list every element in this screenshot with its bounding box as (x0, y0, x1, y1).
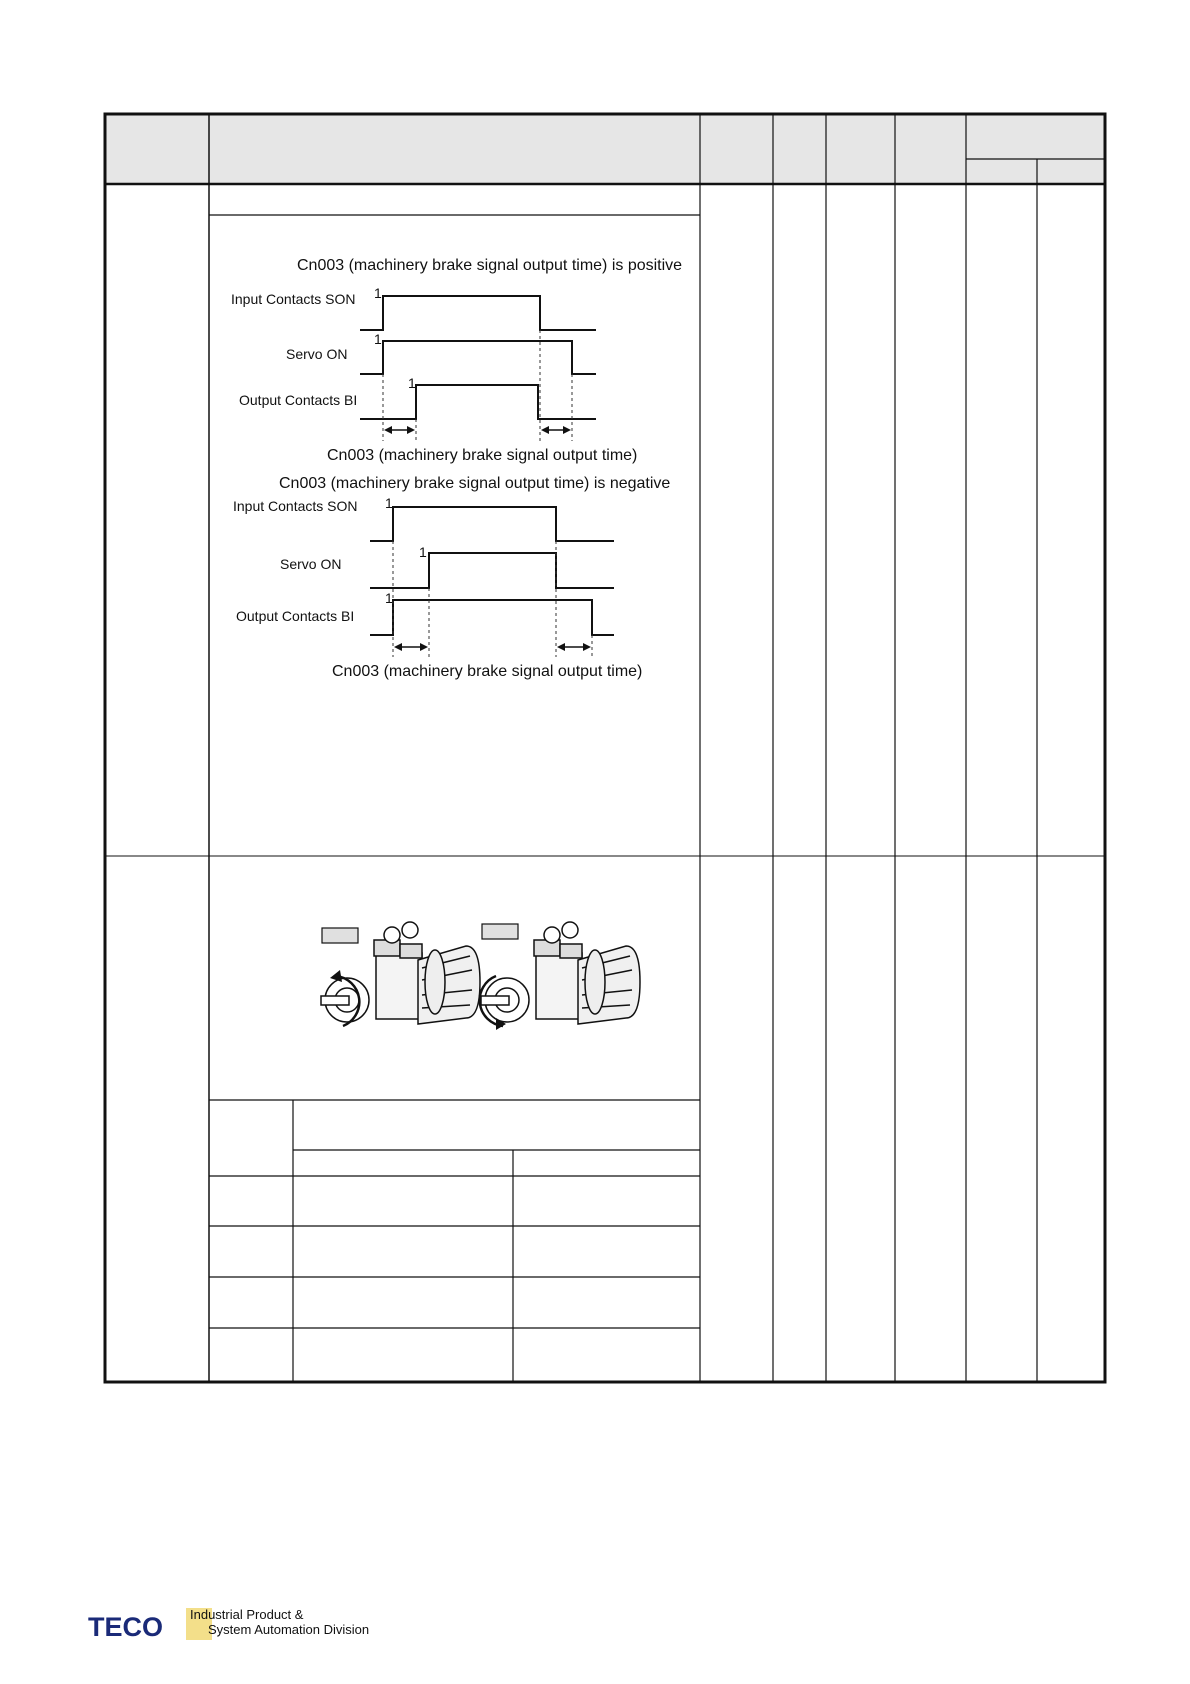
motor-cw-shaft (481, 996, 509, 1005)
motor-ccw-plug-2 (402, 922, 418, 938)
motor-ccw-connector-2 (400, 944, 422, 958)
motor-ccw-label-box (322, 928, 358, 943)
motor-cw-flange (536, 953, 582, 1019)
motor-cw-connector-2 (560, 944, 582, 958)
negative-servo-label: Servo ON (280, 556, 342, 572)
motor-ccw-flange (376, 953, 422, 1019)
positive-title: Cn003 (machinery brake signal output time) is positive (297, 257, 683, 274)
negative-son-level: 1 (385, 495, 393, 511)
division-line-1: Industrial Product & (190, 1607, 304, 1622)
motor-illustration-cw (480, 922, 640, 1030)
negative-son-waveform (370, 507, 614, 541)
positive-bi-level: 1 (408, 375, 416, 391)
motor-illustration-ccw (321, 922, 480, 1026)
division-line-2: System Automation Division (208, 1622, 370, 1637)
positive-son-level: 1 (374, 285, 382, 301)
motor-cw-plug-2 (562, 922, 578, 938)
positive-son-label: Input Contacts SON (231, 291, 356, 307)
negative-bi-label: Output Contacts BI (236, 608, 355, 624)
positive-servo-label: Servo ON (286, 346, 348, 362)
positive-servo-level: 1 (374, 331, 382, 347)
negative-servo-level: 1 (419, 544, 427, 560)
motor-cw-plug-1 (544, 927, 560, 943)
negative-bi-level: 1 (385, 590, 393, 606)
negative-bi-waveform (370, 600, 614, 635)
motor-ccw-plug-1 (384, 927, 400, 943)
positive-servo-waveform (360, 341, 596, 374)
negative-servo-waveform (370, 553, 614, 588)
footer (88, 1607, 369, 1642)
table-header-background (105, 114, 1105, 184)
timing-diagram-positive (231, 257, 682, 464)
positive-bi-waveform (360, 385, 596, 419)
negative-son-label: Input Contacts SON (233, 498, 358, 514)
teco-logo: TECO (88, 1612, 164, 1642)
positive-caption: Cn003 (machinery brake signal output time) (327, 447, 638, 464)
positive-son-waveform (360, 296, 596, 330)
motor-cw-label-box (482, 924, 518, 939)
negative-title: Cn003 (machinery brake signal output time) is negative (279, 475, 671, 492)
timing-diagram-negative (233, 475, 670, 680)
negative-caption: Cn003 (machinery brake signal output time) (332, 663, 643, 680)
positive-bi-label: Output Contacts BI (239, 392, 358, 408)
motor-ccw-shaft (321, 996, 349, 1005)
